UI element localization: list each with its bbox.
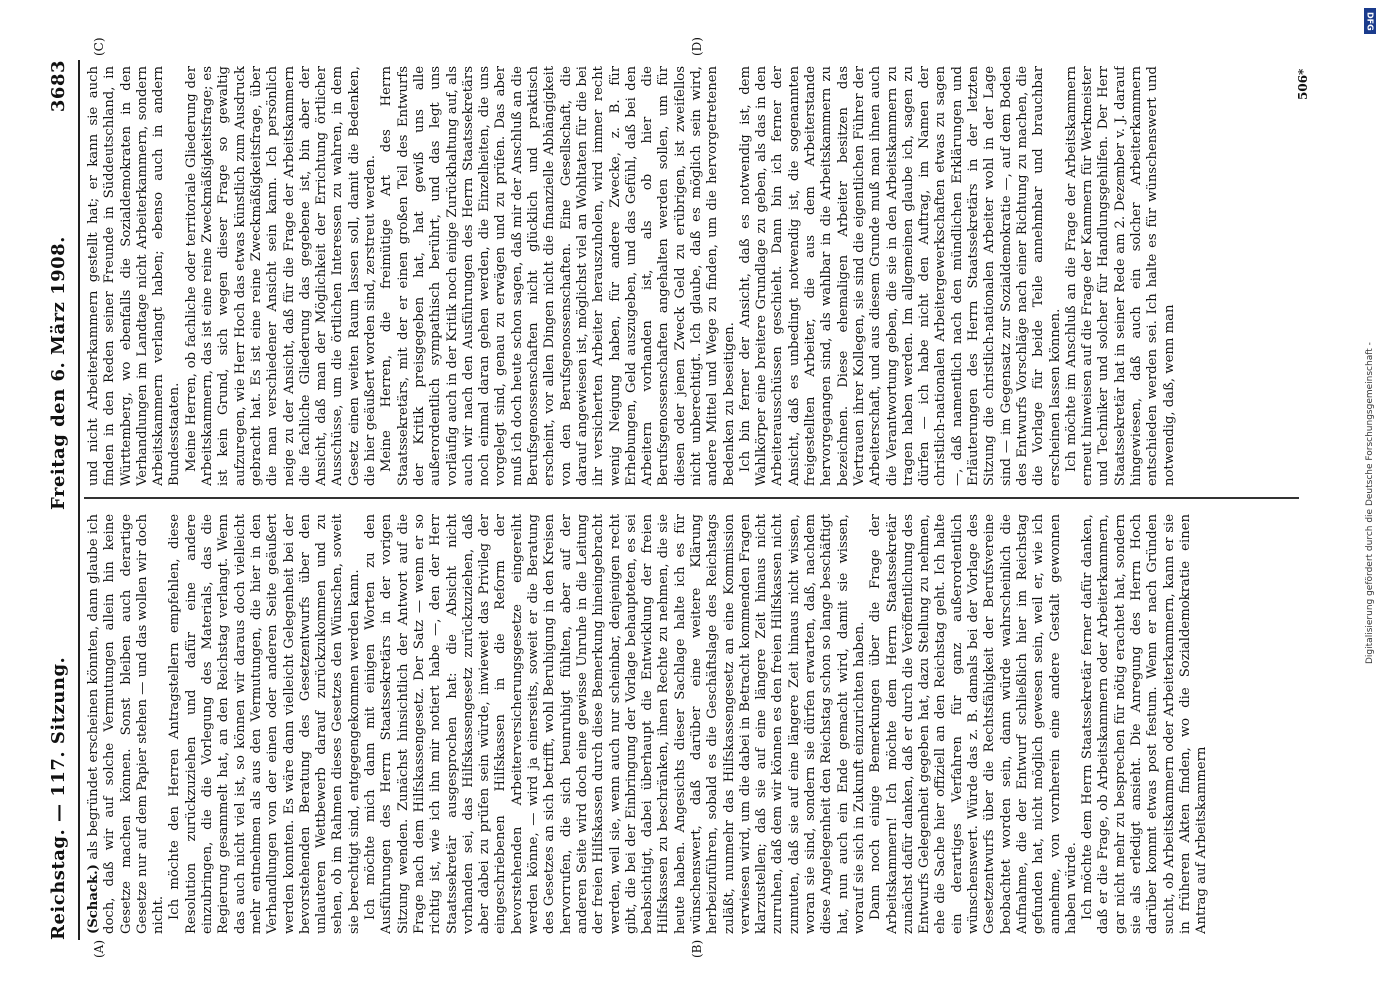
speaker-name: (Schack.) <box>86 864 101 934</box>
paragraph: Meine Herren, die freimütige Art des Herrn Staatssekretärs, mit der er einen großen Teil des Entwurfs der Kritik preisgegeben hat, hat gewiß uns alle außerordentlich sympathisch berührt, und das legt uns vorläufig auch in der Kritik noch einige Zurückhaltung auf, als auch wir nach den Ausführungen des Herrn Staatssekretärs noch einmal daran gehen werden, die Einzelheiten, die uns vorgelegt sind, genau zu erwägen und zu prüfen. Das aber muß ich doch heute schon sagen, daß mir der Anschluß an die Berufsgenossenschaften nicht glücklich und praktisch erscheint, vor allen Dingen nicht die finanzielle Abhängigkeit von den Berufsgenossenschaften. Eine Gesellschaft, die darauf angewiesen ist, möglichst viel an Wohltaten für die bei ihr versicherten Arbeiter herauszuholen, wird immer recht wenig Neigung haben, für andere Zwecke, z. B. für Erhebungen, Geld auszugeben, und das Gefühl, daß bei den Arbeitern vorhanden ist, als ob hier die Berufsgenossenschaften angehalten werden sollen, um für diesen oder jenen Zweck Geld zu erübrigen, ist zweifellos nicht unberechtigt. Ich glaube, daß es möglich sein wird, andere Mittel und Wege zu finden, um die hervorgetretenen Bedenken zu beseitigen. <box>379 66 737 486</box>
paragraph: Dann noch einige Bemerkungen über die Frage der Arbeitskammern! Ich möchte dem Herrn Staatssekretär zunächst dafür danken, daß er durch die Veröffentlichung des Entwurfs Gelegenheit gegeben hat, dazu Stellung zu nehmen, ehe die Sache hier offiziell an den Reichstag geht. Ich halte ein derartiges Verfahren für ganz außerordentlich wünschenswert. Würde das z. B. damals bei der Vorlage des Gesetzentwurfs über die Rechtsfähigkeit der Berufsvereine beobachtet worden sein, dann würde wahrscheinlich die Aufnahme, die der Entwurf schließlich hier im Reichstag gefunden hat, nicht möglich gewesen sein, weil er, wie ich annehme, von vornherein eine andere Gestalt gewonnen haben würde. <box>868 514 1079 934</box>
margin-marker-b: (B) <box>690 939 704 958</box>
text-column-left <box>86 514 1296 934</box>
paragraph: Meine Herren, ob fachliche oder territoriale Gliederung der Arbeitskammern, das ist eine reine Zweckmäßigkeitsfrage; es ist kein Grund, sich wegen dieser Frage so gewaltig aufzuregen, wie Herr Hoch das etwas künstlich zum Ausdruck gebracht hat. Es ist eine reine Zweckmäßigkeitsfrage, über die man verschiedener Ansicht sein kann. Ich persönlich neige zu der Ansicht, daß für die Frage der Arbeitskammern die fachliche Gliederung das gegebene ist, bin aber der Ansicht, daß man der Möglichkeit der Errichtung örtlicher Ausschüsse, um die örtlichen Interessen zu wahren, in dem Gesetz einen weiten Raum lassen soll, damit die Bedenken, die hier geäußert worden sind, zerstreut werden. <box>183 66 379 486</box>
sheet-number: 506* <box>1296 68 1310 100</box>
header-session: Reichstag. — 117. Sitzung. <box>48 656 69 940</box>
header-rule <box>78 60 80 940</box>
margin-marker-d: (D) <box>690 37 704 56</box>
text-column-right <box>86 66 1296 486</box>
paragraph: Ich möchte mich dann mit einigen Worten zu den Ausführungen des Herrn Staatssekretärs in der vorigen Sitzung wenden. Zunächst hinsichtlich der Antwort auf die Frage nach dem Hilfskassengesetz. Der Satz — wenn er so richtig ist, wie ich ihn mir notiert habe —, den der Herr Staatssekretär ausgesprochen hat: die Absicht nicht vorhanden sei, das Hilfskassengesetz zurückzuziehen, daß aber dabei zu prüfen sein würde, inwieweit das Privileg der eingeschriebenen Hilfskassen in die Reform der bevorstehenden Arbeiterversicherungsgesetze eingereiht werden könne, — wird ja einerseits, soweit er die Beratung des Gesetzes an sich betrifft, wohl Beruhigung in den Kreisen hervorrufen, die sich beunruhigt fühlten, aber auf der anderen Seite wird doch eine gewisse Unruhe in die Leitung der freien Hilfskassen durch diese Bemerkung hineingebracht werden, weil sie, wenn auch nur scheinbar, denjenigen recht gibt, die bei der Einbringung der Vorlage behaupteten, es sei beabsichtigt, dabei überhaupt die Entwicklung der freien Hilfskassen zu beschränken, ihnen Rechte zu nehmen, die sie heute haben. Angesichts dieser Sachlage halte ich es für wünschenswert, daß darüber eine weitere Klärung herbeizuführen, sobald es die Geschäftslage des Reichstags zuläßt, nunmehr das Hilfskassengesetz an eine Kommission verwiesen wird, um die dabei in Betracht kommenden Fragen klarzustellen; daß sie auf eine längere Zeit hinaus nicht zurruhen, daß dem wir können es den freien Hilfskassen nicht zumuten, daß sie auf eine längere Zeit hinaus nicht wissen, woran sie sind, sondern sie dürfen erwarten, daß, nachdem diese Angelegenheit den Reichstag schon so lange beschäftigt hat, nun auch ein Ende gemacht wird, damit sie wissen, worauf sie sich in Zukunft einzurichten haben. <box>363 514 867 934</box>
header-page-number: 3683 <box>48 60 69 113</box>
paragraph: Ich möchte dem Herrn Staatssekretär ferner dafür danken, daß er die Frage, ob Arbeitskammern oder Arbeiterkammern, gar nicht mehr zu besprechen für nötig erachtet hat, sondern sie als erledigt ansieht. Die Anregung des Herrn Hoch darüber kommt etwas post festum. Wenn er nach Gründen sucht, ob Arbeitskammern oder Arbeiterkammern, kann er sie in früheren Akten finden, wo die Sozialdemokratie einen Antrag auf Arbeitskammern <box>1080 514 1210 934</box>
dfg-logo: DFG <box>1364 8 1376 34</box>
paragraph: Ich möchte den Herren Antragstellern empfehlen, diese Resolution zurückzuziehen und dafür eine andere einzubringen, die die Vorlegung des Materials, das die Regierung gesammelt hat, an den Reichstag verlangt. Wenn das auch nicht viel ist, so können wir daraus doch vielleicht mehr entnehmen als aus den Vermutungen, die hier in den Verhandlungen von der einen oder anderen Seite geäußert werden konnten. Es wäre dann vielleicht Gelegenheit bei der bevorstehenden Beratung des Gesetzentwurfs über den unlauteren Wettbewerb darauf zurückzukommen und zu sehen, ob im Rahmen dieses Gesetzes den Wünschen, soweit sie berechtigt sind, entgegengekommen werden kann. <box>167 514 362 934</box>
margin-marker-a: (A) <box>92 939 106 958</box>
paragraph: und nicht Arbeiterkammern gestellt hat; er kann sie auch finden in den Reden seiner Freunde in Süddeutschland, in Württemberg, wo ebenfalls die Sozialdemokraten in den Verhandlungen im Landtage nicht Arbeiterkammern, sondern Arbeitskammern verlangt haben; ebenso auch in andern Bundesstaaten. <box>86 66 183 486</box>
margin-marker-c: (C) <box>92 37 106 56</box>
paragraph: Ich bin ferner der Ansicht, daß es notwendig ist, dem Wahlkörper eine breitere Grundlage zu geben, als das in den Arbeiterausschüssen geschieht. Dann bin ich ferner der Ansicht, daß es unbedingt notwendig ist, die sogenannten freigestellten Arbeiter, die aus dem Arbeiterstande hervorgegangen sind, als wahlbar in die Arbeitskammern zu bezeichnen. Diese ehemaligen Arbeiter besitzen das Vertrauen ihrer Kollegen, sie sind die eigentlichen Führer der Arbeiterschaft, und aus diesem Grunde muß man ihnen auch die Verantwortung geben, die sie in den Arbeitskammern zu tragen haben werden. Im allgemeinen glaube ich, sagen zu dürfen — ich habe nicht den Auftrag, im Namen der christlich-nationalen Arbeitergewerkschaften etwas zu sagen —, daß namentlich nach den mündlichen Erklärungen und Erläuterungen des Herrn Staatssekretärs in der letzten Sitzung die christlich-nationalen Arbeiter wohl in der Lage sind — im Gegensatz zur Sozialdemokratie —, auf dem Boden des Entwurfs Vorschläge nach einer Richtung zu machen, die die Vorlage für beide Teile annehmbar und brauchbar erscheinen lassen können. <box>737 66 1063 486</box>
header-date: Freitag den 6. März 1908. <box>48 236 69 510</box>
column-divider <box>84 498 1299 500</box>
paragraph: als begründet erscheinen könnten, dann glaube ich doch, daß wir auf solche Vermutungen allein hin keine Gesetze machen können. Sonst bleiben auch derartige Gesetze nur auf dem Papier stehen — und das wollen wir doch nicht. <box>86 514 167 934</box>
digitization-credit: Digitalisierung gefördert durch die Deutsche Forschungsgemeinschaft - <box>1365 342 1375 664</box>
paragraph: Ich möchte im Anschluß an die Frage der Arbeitskammern erneut hinweisen auf die Frage der Kammern für Werkmeister und Techniker und solcher für Handlungsgehilfen. Der Herr Staatssekretär hat in seiner Rede am 2. Dezember v. J. darauf hingewiesen, daß auch ein solcher Arbeiterkammern entschieden werden sei. Ich halte es für wünschenswert und notwendig, daß, wenn man <box>1063 66 1177 486</box>
running-header <box>48 60 74 940</box>
